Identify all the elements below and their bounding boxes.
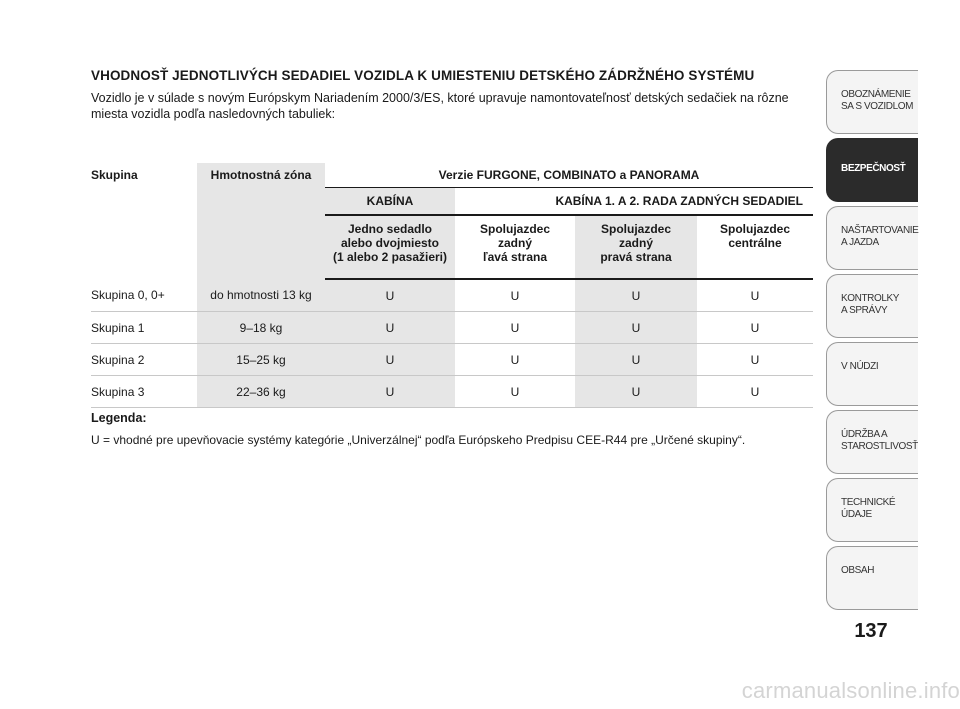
table-row (91, 312, 813, 344)
tab-technicke-udaje[interactable]: TECHNICKÉ ÚDAJE (826, 478, 918, 542)
legend-title: Legenda: (91, 411, 147, 425)
table-row (91, 376, 813, 408)
cell-mass: do hmotnosti 13 kg (197, 279, 325, 312)
main-content (91, 68, 813, 122)
cell-value: U (455, 279, 575, 312)
header-seat: Spolujazdec centrálne (697, 215, 813, 279)
cell-value: U (575, 312, 697, 344)
cell-group: Skupina 1 (91, 312, 197, 344)
cell-value: U (575, 376, 697, 408)
cell-group: Skupina 3 (91, 376, 197, 408)
cell-value: U (455, 312, 575, 344)
section-heading: VHODNOSŤ JEDNOTLIVÝCH SEDADIEL VOZIDLA K UMIESTENIU DETSKÉHO ZÁDRŽNÉHO SYSTÉMU (91, 68, 755, 83)
cell-value: U (455, 376, 575, 408)
header-seat: Jedno sedadlo alebo dvojmiesto (1 alebo 2 pasažieri) (325, 215, 455, 279)
tab-nastartovanie[interactable]: NAŠTARTOVANIE A JAZDA (826, 206, 918, 270)
table-row (91, 279, 813, 312)
cell-value: U (325, 344, 455, 376)
tab-kontrolky[interactable]: KONTROLKY A SPRÁVY (826, 274, 918, 338)
header-cabin-rows: KABÍNA 1. A 2. RADA ZADNÝCH SEDADIEL (455, 188, 813, 216)
chapter-tabs (826, 70, 918, 614)
cell-value: U (575, 279, 697, 312)
cell-value: U (325, 279, 455, 312)
header-seat: Spolujazdec zadný ľavá strana (455, 215, 575, 279)
cell-group: Skupina 2 (91, 344, 197, 376)
tab-obsah[interactable]: OBSAH (826, 546, 918, 610)
cell-mass: 9–18 kg (197, 312, 325, 344)
cell-value: U (575, 344, 697, 376)
child-seat-suitability-table (91, 163, 813, 408)
tab-oboznamenie[interactable]: OBOZNÁMENIE SA S VOZIDLOM (826, 70, 918, 134)
cell-value: U (325, 312, 455, 344)
cell-value: U (697, 312, 813, 344)
intro-paragraph: Vozidlo je v súlade s novým Európskym Nariadením 2000/3/ES, ktoré upravuje namontovateľnosť detských sedačiek na rôzne miesta vozidla podľa nasledovných tabuliek: (91, 91, 789, 121)
legend-text: U = vhodné pre upevňovacie systémy kategórie „Univerzálnej“ podľa Európskeho Predpisu CEE-R44 pre „Určené skupiny“. (91, 433, 746, 447)
header-seat: Spolujazdec zadný pravá strana (575, 215, 697, 279)
header-cabin: KABÍNA (325, 188, 455, 216)
header-group: Skupina (91, 168, 138, 182)
tab-v-nudzi[interactable]: V NÚDZI (826, 342, 918, 406)
tab-udrzba[interactable]: ÚDRŽBA A STAROSTLIVOSŤ (826, 410, 918, 474)
cell-value: U (325, 376, 455, 408)
cell-mass: 15–25 kg (197, 344, 325, 376)
cell-mass: 22–36 kg (197, 376, 325, 408)
cell-value: U (455, 344, 575, 376)
cell-value: U (697, 344, 813, 376)
table-row (91, 344, 813, 376)
cell-value: U (697, 376, 813, 408)
header-mass-zone: Hmotnostná zóna (197, 163, 325, 279)
cell-value: U (697, 279, 813, 312)
watermark: carmanualsonline.info (741, 678, 960, 703)
header-versions: Verzie FURGONE, COMBINATO a PANORAMA (325, 163, 813, 188)
tab-bezpecnost[interactable]: BEZPEČNOSŤ (826, 138, 918, 202)
legend (91, 410, 813, 448)
page-number: 137 (854, 620, 888, 642)
cell-group: Skupina 0, 0+ (91, 279, 197, 312)
